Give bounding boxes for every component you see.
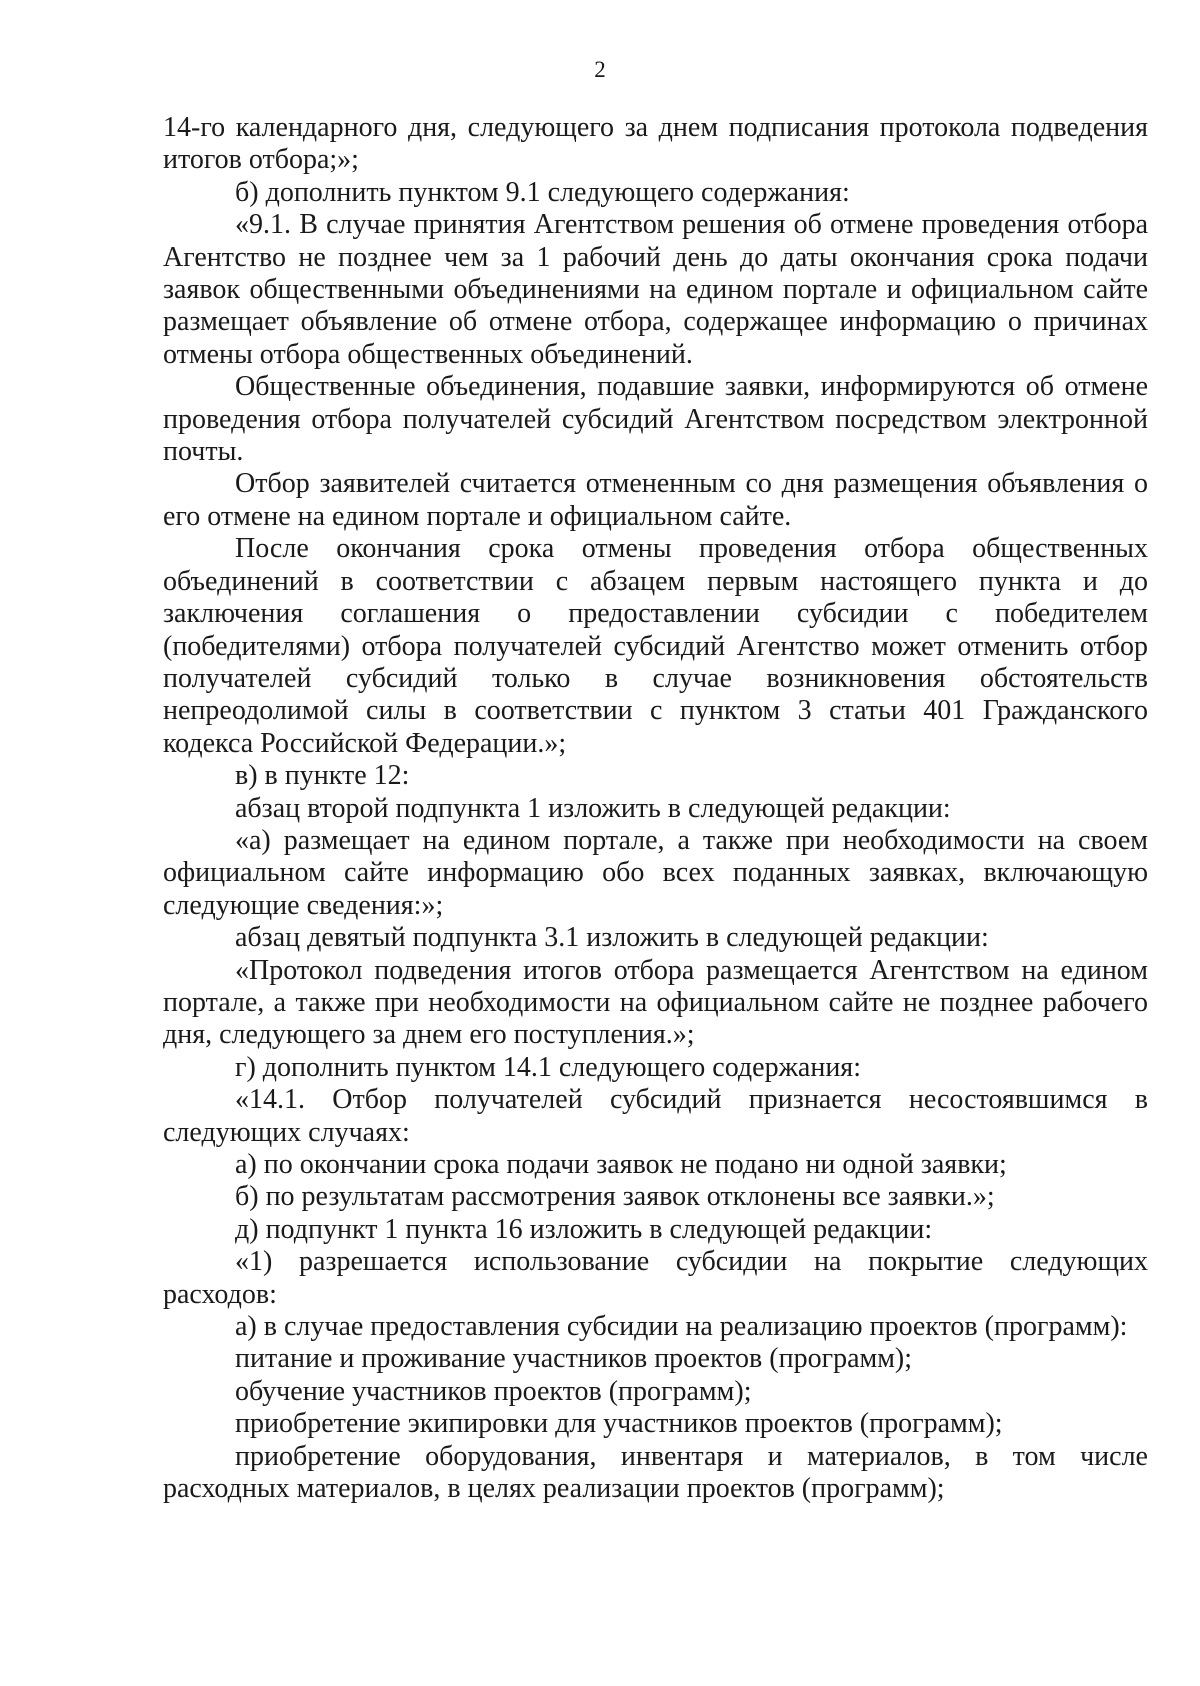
list-item-training: обучение участников проектов (программ);: [235, 1375, 752, 1407]
paragraph-force-majeure: После окончания срока отмены проведения отбора общественных объединений в соответствии с абзацем первым настоящего пункта и до заключения соглашения о предоставлении субсидии с победителем (победителями) отбора получателей субсидий Агентство может отменить отбор получателей субсидий только в случае возникновения обстоятельств непреодолимой силы в соответствии с пунктом 3 статьи 401 Гражданского кодекса Российской Федерации.»;: [163, 533, 1148, 759]
paragraph-subpoint-1: абзац второй подпункта 1 изложить в следующей редакции:: [235, 792, 951, 824]
paragraph-item-b: б) дополнить пунктом 9.1 следующего содержания:: [235, 176, 850, 208]
paragraph-subpoint-3-1: абзац девятый подпункта 3.1 изложить в следующей редакции:: [235, 922, 989, 954]
paragraph-expenses-a: а) в случае предоставления субсидии на реализацию проектов (программ):: [235, 1311, 1128, 1343]
paragraph-notification: Общественные объединения, подавшие заявки, информируются об отмене проведения отбора получателей субсидий Агентством посредством электронной почты.: [163, 371, 1148, 468]
document-body: [163, 112, 1148, 1505]
paragraph-item-g: г) дополнить пунктом 14.1 следующего содержания:: [235, 1051, 861, 1083]
paragraph-protocol: «Протокол подведения итогов отбора размещается Агентством на едином портале, а также при необходимости на официальном сайте не позднее рабочего дня, следующего за днем его поступления.»;: [163, 954, 1148, 1051]
paragraph-expenses: «1) разрешается использование субсидии на покрытие следующих расходов:: [163, 1246, 1148, 1310]
list-item-materials: приобретение оборудования, инвентаря и материалов, в том числе расходных материалов, в целях реализации проектов (программ);: [163, 1440, 1148, 1505]
list-item-food: питание и проживание участников проектов (программ);: [235, 1343, 913, 1375]
paragraph-continuation: 14-го календарного дня, следующего за днем подписания протокола подведения итогов отбора;»;: [163, 112, 1148, 176]
paragraph-case-a: а) по окончании срока подачи заявок не подано ни одной заявки;: [235, 1149, 1007, 1180]
paragraph-9-1: «9.1. В случае принятия Агентством решения об отмене проведения отбора Агентство не позднее чем за 1 рабочий день до даты окончания срока подачи заявок общественными объединениями на едином портале и официальном сайте размещает объявление об отмене отбора, содержащее информацию о причинах отмены отбора общественных объединений.: [163, 209, 1148, 370]
paragraph-14-1: «14.1. Отбор получателей субсидий признается несостоявшимся в следующих случаях:: [163, 1084, 1148, 1148]
paragraph-case-b: б) по результатам рассмотрения заявок отклонены все заявки.»;: [235, 1181, 995, 1213]
list-item-equipment-gear: приобретение экипировки для участников проектов (программ);: [235, 1408, 1003, 1440]
paragraph-item-d: д) подпункт 1 пункта 16 изложить в следующей редакции:: [235, 1213, 933, 1245]
page-number: 2: [594, 57, 606, 82]
paragraph-cancellation-date: Отбор заявителей считается отмененным со дня размещения объявления о его отмене на едином портале и официальном сайте.: [163, 468, 1148, 532]
paragraph-item-v: в) в пункте 12:: [235, 760, 410, 792]
paragraph-quote-a: «а) размещает на едином портале, а также при необходимости на своем официальном сайте информацию обо всех поданных заявках, включающую следующие сведения:»;: [163, 824, 1148, 921]
